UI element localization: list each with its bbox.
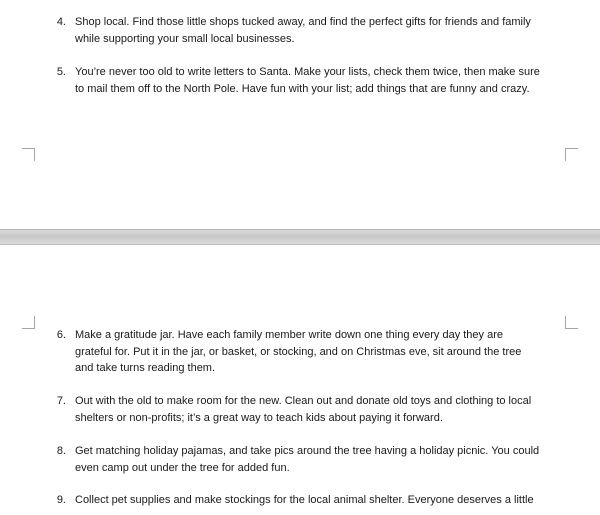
margin-corner-mark-top-right: [565, 316, 578, 329]
text-line: You’re never too old to write letters to Santa. Make your lists, check them twice, then make sure: [75, 66, 540, 78]
text-line: and take turns reading them.: [75, 362, 216, 374]
list-item-number: 5.: [56, 66, 66, 78]
margin-corner-mark-top-left: [22, 316, 35, 329]
text-line: to mail them off to the North Pole. Have fun with your list; add things that are funny and crazy.: [75, 82, 530, 95]
list-item-number: 9.: [56, 494, 66, 506]
text-line: Shop local. Find those little shops tucked away, and find the perfect gifts for friends and family: [75, 16, 531, 28]
margin-corner-mark-bottom-right: [565, 148, 578, 161]
list-item-number: 7.: [56, 395, 66, 407]
list-item-text: [75, 443, 561, 476]
text-line: Collect pet supplies and make stockings for the local animal shelter. Everyone deserves a little: [75, 494, 534, 506]
list-item-number: 4.: [56, 16, 66, 28]
list-item-text: [75, 492, 561, 509]
document-page-bottom[interactable]: [0, 245, 600, 515]
margin-corner-mark-bottom-left: [22, 148, 35, 161]
list-item-text: [75, 393, 561, 426]
text-line: Get matching holiday pajamas, and take pics around the tree having a holiday picnic. You could: [75, 445, 540, 457]
text-line: shelters or non-profits; it’s a great way to teach kids about paying it forward.: [75, 411, 443, 424]
document-page-top[interactable]: [0, 0, 600, 229]
list-item-text: [75, 64, 561, 97]
text-line: Make a gratitude jar. Have each family member write down one thing every day they are: [75, 329, 503, 341]
text-line: while supporting your small local businesses.: [75, 32, 295, 45]
list-item-number: 8.: [56, 445, 66, 457]
text-line: grateful for. Put it in the jar, or basket, or stocking, and on Christmas eve, sit around the tree: [75, 345, 522, 358]
text-line: even camp out under the tree for added fun.: [75, 461, 290, 474]
text-line: Out with the old to make room for the new. Clean out and donate old toys and clothing to local: [75, 395, 532, 407]
list-item-text: [75, 14, 561, 47]
list-item-text: [75, 327, 561, 377]
list-item-number: 6.: [56, 329, 66, 341]
page-break-gap: [0, 229, 600, 245]
